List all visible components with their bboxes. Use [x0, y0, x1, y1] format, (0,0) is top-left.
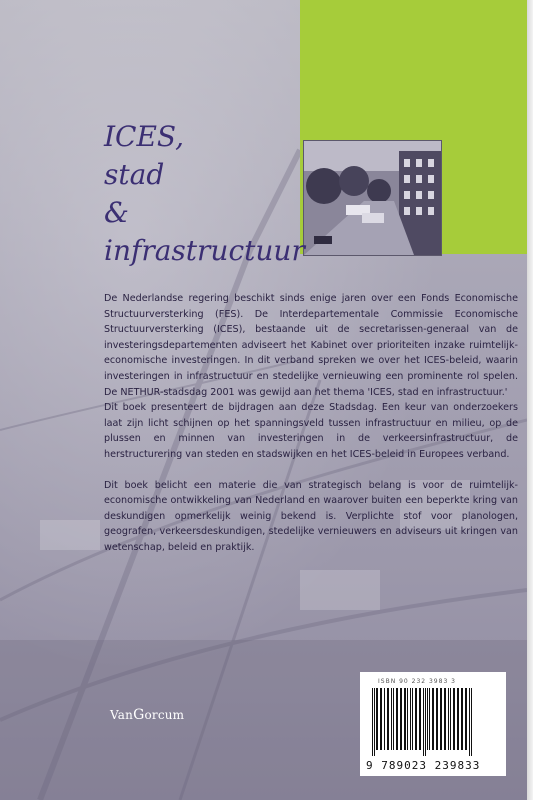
street-photo: [303, 140, 442, 256]
title-line-1: ICES,: [104, 120, 185, 153]
book-title: [104, 118, 305, 270]
barcode-bar: [432, 688, 434, 750]
barcode-bar: [429, 688, 430, 750]
publisher-logo: [110, 707, 184, 723]
publisher-prefix: Van: [110, 708, 134, 722]
publisher-cap: G: [133, 707, 145, 723]
blurb-paragraph-1: De Nederlandse regering beschikt sinds enige jaren over een Fonds Economische Structuurversterking (FES). De Interdepartementale Commissie Economische Structuurversterking (ICES), bestaande uit de secretarissen-generaal van de investeringsdepartementen adviseert het Kabinet over prioriteiten inzake ruimtelijk-economische investeringen. In dit verband spreken we over het ICES-beleid, waarin investeringen in infrastructuur en stedelijke vernieuwing een prominente rol spelen. De NETHUR-stadsdag 2001 was gewijd aan het thema 'ICES, stad en infrastructuur.': [104, 293, 518, 398]
street-photo-image: [304, 141, 441, 255]
title-line-2: stad: [104, 158, 165, 191]
barcode-bar: [457, 688, 459, 750]
barcode-bar: [407, 688, 408, 750]
title-line-4: infrastructuur: [104, 234, 305, 267]
barcode-bar: [387, 688, 389, 750]
blurb: [104, 291, 518, 556]
barcode-bar: [465, 688, 467, 750]
title-line-3: &: [104, 196, 129, 229]
ean-number: 9 789023 239833: [366, 759, 481, 772]
barcode-bar: [436, 688, 438, 750]
barcode-bar: [372, 688, 373, 756]
barcode-bar: [400, 688, 402, 750]
barcode-bar: [423, 688, 424, 756]
barcode-bar: [448, 688, 449, 750]
barcode-bar: [469, 688, 470, 756]
barcode-bar: [415, 688, 417, 750]
barcode-bar: [410, 688, 411, 750]
barcode-bar: [376, 688, 378, 750]
barcode-bar: [384, 688, 385, 750]
barcode-bar: [419, 688, 421, 750]
barcode-bar: [404, 688, 406, 750]
barcode-bar: [471, 688, 472, 756]
barcode-bar: [412, 688, 413, 750]
barcode-bar: [425, 688, 426, 756]
blurb-paragraph-2: Dit boek presenteert de bijdragen aan deze Stadsdag. Een keur van onderzoekers laat zijn licht schijnen op het spanningsveld tussen infrastructuur en milieu, op de plussen en minnen van investeringen in de verkeersinfrastructuur, de herstructurering van steden en stadswijken en het ICES-beleid in Europees verband.: [104, 402, 518, 460]
barcode-bar: [440, 688, 442, 750]
barcode-bar: [393, 688, 394, 750]
barcode-bar: [380, 688, 382, 750]
barcode-bar: [461, 688, 463, 750]
barcode-bar: [427, 688, 428, 750]
barcode-bar: [453, 688, 455, 750]
barcode-bars: [370, 688, 498, 756]
barcode-bar: [450, 688, 451, 750]
isbn-label: ISBN 90 232 3983 3: [378, 678, 456, 685]
publisher-rest: orcum: [144, 708, 185, 722]
page-edge: [527, 0, 533, 800]
barcode-bar: [391, 688, 392, 750]
barcode-bar: [396, 688, 398, 750]
barcode-bar: [374, 688, 375, 756]
blurb-paragraph-3: Dit boek belicht een materie die van strategisch belang is voor de ruimtelijk-economische ontwikkeling van Nederland en waarover buiten een beperkte kring van deskundigen opmerkelijk weinig bekend is. Verplichte stof voor planologen, geografen, verkeersdeskundigen, stedelijke vernieuwers en adviseurs uit kringen van wetenschap, beleid en praktijk.: [104, 479, 518, 553]
barcode-bar: [444, 688, 446, 750]
